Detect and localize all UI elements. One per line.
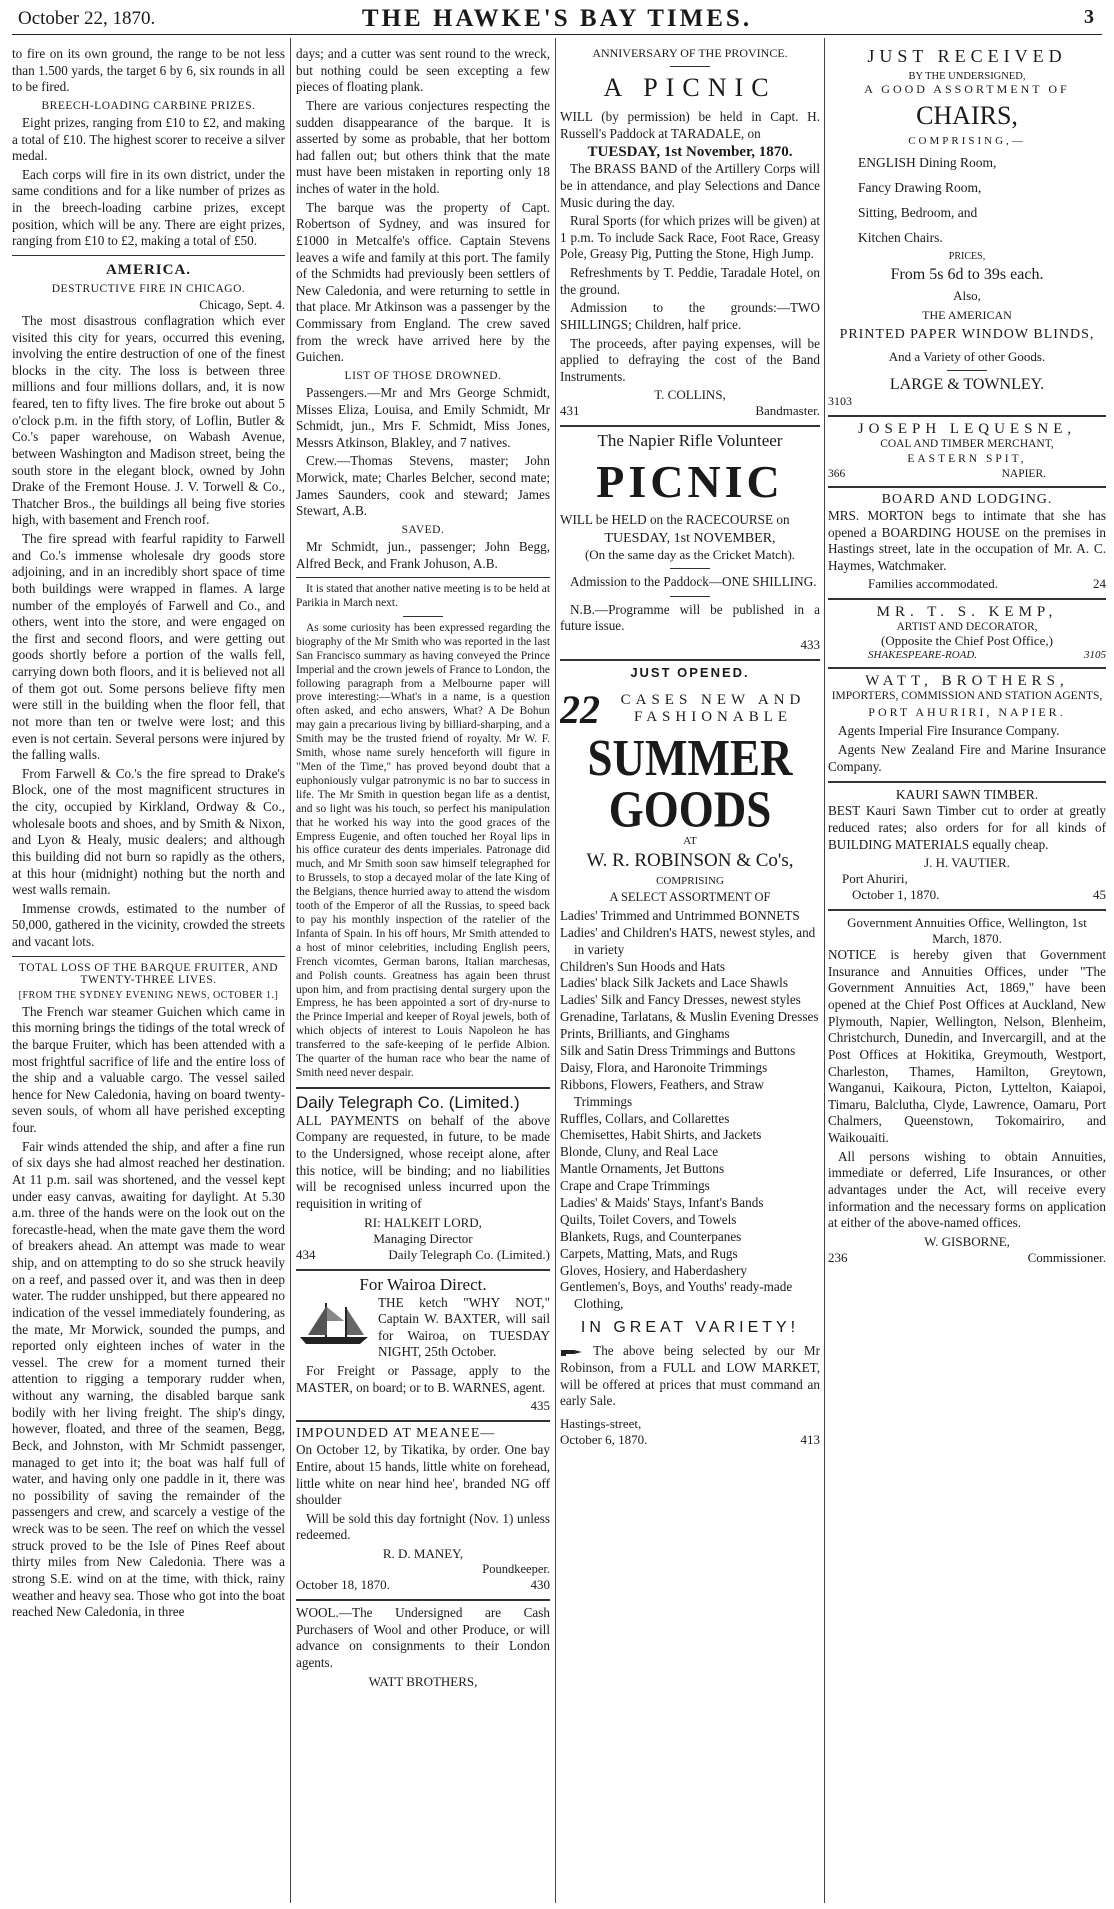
pointing-hand-icon bbox=[560, 1346, 584, 1358]
ad-body: Admission to the grounds:—TWO SHILLINGS; Children, half price. bbox=[560, 300, 820, 332]
ad-date: October 6, 1870. bbox=[560, 1431, 648, 1447]
ad-heading: WATT, BROTHERS, bbox=[865, 673, 1069, 690]
divider bbox=[12, 956, 285, 957]
cases-number: 22 bbox=[560, 686, 600, 732]
ad-body: Agents Imperial Fire Insurance Company. bbox=[838, 723, 1060, 739]
ad-body: Admission to the Paddock—ONE SHILLING. bbox=[570, 574, 817, 589]
source-line: [FROM THE SYDNEY EVENING NEWS, OCTOBER 1.] bbox=[18, 989, 279, 1001]
signature-role: Poundkeeper. bbox=[482, 1562, 550, 1577]
goods-item: Grenadine, Tarlatans, & Muslin Evening Dresses bbox=[560, 1009, 819, 1025]
merchant-name: LARGE & TOWNLEY. bbox=[889, 375, 1045, 393]
price-range: From 5s 6d to 39s each. bbox=[890, 265, 1044, 283]
column-rule bbox=[824, 38, 825, 1903]
ad-heading: IMPOUNDED AT MEANEE— bbox=[296, 1426, 496, 1442]
ad-heading: KAURI SAWN TIMBER. bbox=[895, 787, 1039, 803]
goods-item: Daisy, Flora, and Haronoite Trimmings bbox=[560, 1059, 768, 1075]
dateline: Chicago, Sept. 4. bbox=[199, 297, 285, 312]
paragraph: The most disastrous conflagration which ever visited this city for years, occurred this evening, involving the entire destruction of one of the finest blocks in the city. The loss is between three millions and four millions dollars, and, it is now feared, ten to fifty lives. The fire broke out about 5 o'clock p.m. in the fifth story, of Loflin, Butler & Co.'s paper warehouse, on Wabash Avenue, between Washington and Madison street, being the south store in the elegant block, owned by John Drake of the Fremont House. J. V. Torwell & Co., Thatcher Bros., the buildings all being five stories high, with basement and French roof. bbox=[12, 312, 285, 528]
ad-body: MRS. MORTON begs to intimate that she has opened a BOARDING HOUSE on the premises in Hastings street, late in the occupation of Mr. A. C. Haymes, Watchmaker. bbox=[828, 507, 1106, 573]
paragraph: From Farwell & Co.'s the fire spread to Drake's Block, one of the most magnificent structures in the city, occupied by Kirkland, Ordway & Co., wholesale boots and shoes, and by Smith & Nixon, and Lyon & Healy, music dealers; and although this building did not burn so rapidly as the others, at this hour (midnight) nothing but the north and west walls remain. bbox=[12, 765, 285, 898]
ad-connector: PRICES, bbox=[948, 250, 986, 262]
ad-note: (On the same day as the Cricket Match). bbox=[584, 547, 796, 562]
column-rule bbox=[555, 38, 556, 1903]
column-2 bbox=[296, 46, 550, 1901]
ad-number: 236 bbox=[828, 1249, 848, 1265]
merchant-name: W. R. ROBINSON & Co's, bbox=[586, 849, 794, 871]
column-rule bbox=[290, 38, 291, 1903]
ad-body: NOTICE is hereby given that Government Insurance and Annuities Offices, under "The Government Annuities Act, 1869," have been opened at the Chief Post Offices at Auckland, New Plymouth, Napier, Wellington, Nelson, Blenheim, Christchurch, Dunedin, and Invercargill, and at the Post Offices at Hokitika, Greymouth, Westport, Charleston, Thames, Hamilton, Greytown, Wanganui, Kaikoura, Picton, Lyttelton, Kaiapoi, Timaru, Balclutha, Clyde, Lawrence, Oamaru, Port Chalmers, Queenstown, Tokomairiro, and Waikouaiti. bbox=[828, 947, 1106, 1145]
ad-subheading: A SELECT ASSORTMENT OF bbox=[609, 889, 771, 904]
ad-rifle-picnic bbox=[560, 425, 820, 653]
signature: W. GISBORNE, bbox=[924, 1233, 1010, 1249]
goods-item: Ruffles, Collars, and Collarettes bbox=[560, 1110, 730, 1126]
goods-item: Quilts, Toilet Covers, and Towels bbox=[560, 1211, 737, 1227]
paragraph: The barque was the property of Capt. Robertson of Sydney, and was insured for £1000 in Metcalfe's office. Captain Stevens leaves a wife and family at this port. The family of the Schmidts had previously been settlers of New Caledonia, and were returning to settle in that place. Mr Atkinson was a passenger by the Commissary from England. The crew saved from the wreck have arrived here by the Guichen. bbox=[296, 199, 550, 365]
ad-number: 3105 bbox=[1084, 649, 1106, 662]
ad-body: On October 12, by Tikatika, by order. One bay Entire, about 15 hands, little white on forehead, little white on near hind hee', branded NG off shoulder bbox=[296, 1442, 550, 1508]
ad-date: October 18, 1870. bbox=[296, 1577, 390, 1593]
ad-heading: JUST RECEIVED bbox=[867, 46, 1067, 66]
goods-item: Blankets, Rugs, and Counterpanes bbox=[560, 1228, 742, 1244]
ad-body: WILL (by permission) be held in Capt. H. Russell's Paddock at TARADALE, on bbox=[560, 109, 820, 141]
ad-town: NAPIER. bbox=[1001, 467, 1046, 480]
signature: T. COLLINS, bbox=[654, 387, 726, 403]
ad-tagline: IN GREAT VARIETY! bbox=[580, 1319, 800, 1337]
issue-date: October 22, 1870. bbox=[18, 8, 156, 29]
ad-number: 435 bbox=[530, 1398, 550, 1414]
ad-body: The proceeds, after paying expenses, will be applied to defraying the cost of the Band Instruments. bbox=[560, 335, 820, 384]
ad-body: For Freight or Passage, apply to the MASTER, on board; or to B. WARNES, agent. bbox=[296, 1363, 550, 1395]
signature-role: Commissioner. bbox=[1027, 1249, 1106, 1265]
ad-number: 433 bbox=[800, 636, 820, 652]
ad-subheading: COAL AND TIMBER MERCHANT, bbox=[880, 437, 1054, 450]
ad-connector: COMPRISING,— bbox=[908, 135, 1026, 147]
goods-item: Ribbons, Flowers, Feathers, and Straw Trimmings bbox=[560, 1076, 765, 1109]
goods-item: Ladies' Silk and Fancy Dresses, newest styles bbox=[560, 992, 801, 1008]
ad-lequesne bbox=[828, 415, 1106, 480]
paragraph: Immense crowds, estimated to the number of 50,000, gathered in the vicinity, crowded the streets and vacant lots. bbox=[12, 900, 285, 949]
ad-connector: Also, bbox=[953, 287, 981, 303]
goods-item: Ladies' & Maids' Stays, Infant's Bands bbox=[560, 1195, 764, 1211]
goods-item: Silk and Satin Dress Trimmings and Buttons bbox=[560, 1043, 796, 1058]
paragraph: The fire spread with fearful rapidity to Farwell and Co.'s immense wholesale dry goods store adjoining, and in an incredibly short space of time both buildings were wrapped in flames. A large number of the employés of Farwell and Co., and others, went into the store, and were engaged on the first and second floors, and were getting out goods shortly before a portion of the walls fell, carrying down both floors, and it is believed not all of them got out. Some persons believe fifty men were still in the building when the floor fell, that not more than ten or twelve were lost; and this even is not certain. Several persons were injured by the falling walls. bbox=[12, 531, 285, 763]
paragraph: Crew.—Thomas Stevens, master; John Morwick, mate; Charles Belcher, second mate; James Saunders, cook and steward; James Stewart, A.B. bbox=[296, 453, 550, 519]
signature: R. D. MANEY, bbox=[382, 1546, 464, 1562]
ad-body: BEST Kauri Sawn Timber cut to order at greatly reduced rates; also orders for for all kinds of BUILDING MATERIALS equally cheap. bbox=[828, 803, 1106, 852]
ad-subheading: IMPORTERS, COMMISSION AND STATION AGENTS, bbox=[831, 690, 1103, 703]
ad-subheading: THE AMERICAN bbox=[922, 307, 1012, 322]
article-heading: DESTRUCTIVE FIRE IN CHICAGO. bbox=[51, 282, 246, 295]
ad-date: October 1, 1870. bbox=[852, 887, 940, 903]
goods-item: Mantle Ornaments, Jet Buttons bbox=[560, 1161, 725, 1177]
ship-icon bbox=[296, 1297, 372, 1347]
column-1 bbox=[12, 46, 285, 1901]
ad-street: SHAKESPEARE-ROAD. bbox=[868, 649, 978, 662]
paragraph: Eight prizes, ranging from £10 to £2, and making a total of £10. The highest scorer to receive a silver medal. bbox=[12, 114, 285, 164]
divider bbox=[296, 577, 550, 578]
ad-body: WILL be HELD on the RACECOURSE on bbox=[560, 512, 790, 528]
section-heading: AMERICA. bbox=[105, 261, 192, 278]
ad-body: All persons wishing to obtain Annuities, immediate or deferred, Life Insurances, or other advantages under the Act, will receive every information and the necessary forms on application at either of the above-named offices. bbox=[828, 1148, 1106, 1231]
chair-list bbox=[858, 151, 1106, 251]
ad-title: PICNIC bbox=[596, 456, 784, 508]
ad-number: 24 bbox=[1093, 576, 1106, 592]
ad-address: PORT AHURIRI, NAPIER. bbox=[868, 705, 1066, 720]
paragraph: There are various conjectures respecting the sudden disappearance of the barque. It is asserted by some as probable, that her bottom had fallen out; but others think that the mate must have been mistaken in reporting only 18 inches of water in the hold. bbox=[296, 97, 550, 196]
goods-item: Chemisettes, Habit Shirts, and Jackets bbox=[560, 1127, 762, 1143]
ad-number: 413 bbox=[800, 1431, 820, 1447]
ad-subheading: CASES NEW AND FASHIONABLE bbox=[620, 692, 806, 726]
signature-role: Bandmaster. bbox=[755, 403, 820, 419]
ad-number: 434 bbox=[296, 1246, 316, 1262]
divider bbox=[947, 370, 987, 371]
paragraph: The French war steamer Guichen which came in this morning brings the tidings of the total wreck of the barque Fruiter, which has been attended with a most frightful sacrifice of life and the entire loss of the ship and a valuable cargo. The vessel sailed hence for New Caledonia, having on board twenty-seven souls, of whom all have perished excepting four. bbox=[12, 1003, 285, 1135]
ad-anniversary-picnic bbox=[560, 46, 820, 419]
divider bbox=[670, 66, 710, 67]
signature: WATT BROTHERS, bbox=[368, 1673, 478, 1689]
ad-address: EASTERN SPIT, bbox=[907, 452, 1027, 465]
ad-kauri bbox=[828, 781, 1106, 903]
ad-connector: AT bbox=[683, 834, 697, 847]
article-heading: TOTAL LOSS OF THE BARQUE FRUITER, AND TWENTY-THREE LIVES. bbox=[18, 961, 279, 986]
paragraph: As some curiosity has been expressed regarding the biography of the Mr Smith who was reported in the last San Francisco summary as having conveyed the Prince Imperial and the crown jewels of France to London, the following paragraph from a Melbourne paper will prove interesting:—What's in a name, is a question often asked, and echo answers, What? A De Bohun may gain a precarious living by billiard-sharping, and a Smith may be the trusted friend of royalty. Mr W. F. Smith, whose name surely henceforth will figure in "Men of the Time," has proved beyond doubt that a euphoniously vulgar patronymic is no bar to success in life. The Mr Smith in question began life as a dentist, and so light was his touch, so perfect his manipulation that he worked his way into the good graces of the Empress Eugenie, and often touched her Royal lips in his office curateur des dents imperiales. Patronage did much, and Mr Smith soon saw himself telegraphed for to Brussels, to stop a decayed molar of the late King of the Belgians, thence hurried away to attend the wisdom tooth of the Emperor of all the Russias, to speed back to pay his monthly inspection of the ratelier of the Infanta of Spain. In his off hours, Mr Smith attended to a host of minor celebrities, including English peers, French vicomtes, German barons, Italian marchesas, and Polish counts. Greatness has again been thrust upon him, and from practising dental surgery upon the Empress, he has been appointed a sort of dry-nurse to the Prince Imperial and keeper of Royal jewels, both of which objects of interest to Louis Napoleon he has transferred to the safe-keeping of le perfide Albion. The quarter of the human race who bear the name of Smith need never despair. bbox=[296, 621, 550, 1079]
masthead bbox=[12, 0, 1102, 35]
ad-body: Agents New Zealand Fire and Marine Insurance Company. bbox=[828, 742, 1106, 774]
ad-heading: Government Annuities Office, Wellington, 1st March, 1870. bbox=[847, 915, 1087, 947]
event-date: TUESDAY, 1st November, 1870. bbox=[587, 144, 793, 161]
goods-item: Gloves, Hosiery, and Haberdashery bbox=[560, 1262, 748, 1278]
goods-item: Blonde, Cluny, and Real Lace bbox=[560, 1144, 719, 1160]
ad-body: The BRASS BAND of the Artillery Corps will be in attendance, and play Selections and Dance Music during the day. bbox=[560, 161, 820, 210]
column-3 bbox=[560, 46, 820, 1901]
ad-wairoa bbox=[296, 1269, 550, 1415]
ad-watt-brothers bbox=[828, 667, 1106, 775]
ad-kicker: ANNIVERSARY OF THE PROVINCE. bbox=[592, 46, 788, 60]
ad-subheading: A GOOD ASSORTMENT OF bbox=[864, 82, 1070, 96]
paragraph: It is stated that another native meeting is to be held at Parikia in March next. bbox=[296, 583, 550, 610]
ad-body: Refreshments by T. Peddie, Taradale Hotel, on the ground. bbox=[560, 265, 820, 297]
page-number: 3 bbox=[1084, 6, 1094, 28]
ad-impounded bbox=[296, 1420, 550, 1593]
goods-item: Carpets, Matting, Mats, and Rugs bbox=[560, 1245, 738, 1261]
ad-body: THE ketch "WHY NOT," Captain W. BAXTER, will sail for Wairoa, on TUESDAY NIGHT, 25th October. bbox=[378, 1294, 550, 1360]
chair-item: ENGLISH Dining Room, bbox=[858, 155, 997, 170]
ad-board-lodging bbox=[828, 486, 1106, 593]
ad-title: SUMMER GOODS bbox=[587, 728, 793, 838]
goods-item: Crape and Crape Trimmings bbox=[560, 1178, 710, 1194]
ad-kemp bbox=[828, 598, 1106, 661]
paragraph: Passengers.—Mr and Mrs George Schmidt, Misses Eliza, Louisa, and Emily Schmidt, Mr Schmidt, jun., Mrs F. Schmidt, Miss Jones, Messrs Atkinson, Blakley, and 7 natives. bbox=[296, 384, 550, 450]
ad-body: Will be sold this day fortnight (Nov. 1) unless redeemed. bbox=[296, 1510, 550, 1543]
ad-address: Hastings-street, bbox=[560, 1415, 642, 1431]
signature-role: Managing Director bbox=[373, 1230, 473, 1246]
ad-wool bbox=[296, 1599, 550, 1690]
goods-item: Prints, Brilliants, and Ginghams bbox=[560, 1026, 730, 1042]
ad-kicker: JUST OPENED. bbox=[630, 664, 750, 680]
goods-item: Gentlemen's, Boys, and Youths' ready-made Clothing, bbox=[560, 1279, 793, 1312]
ad-connector: COMPRISING bbox=[656, 874, 724, 887]
product-name: PRINTED PAPER WINDOW BLINDS, bbox=[839, 326, 1095, 342]
ad-kicker: BY THE UNDERSIGNED, bbox=[908, 71, 1026, 82]
ad-title: CHAIRS, bbox=[916, 101, 1018, 130]
ad-number: 45 bbox=[1093, 887, 1106, 903]
section-heading: SAVED. bbox=[401, 523, 445, 536]
ad-heading: For Wairoa Direct. bbox=[359, 1274, 487, 1294]
ad-number: 366 bbox=[828, 467, 846, 480]
newspaper-title: THE HAWKE'S BAY TIMES. bbox=[361, 5, 753, 32]
signature: J. H. VAUTIER. bbox=[924, 855, 1010, 871]
goods-list bbox=[560, 908, 820, 1313]
ad-body: And a Variety of other Goods. bbox=[888, 348, 1046, 364]
ad-chairs bbox=[828, 46, 1106, 409]
ad-number: 430 bbox=[530, 1577, 550, 1593]
ad-number: 431 bbox=[560, 403, 580, 419]
ad-body bbox=[560, 1343, 820, 1410]
column-4 bbox=[828, 46, 1106, 1901]
chair-item: Kitchen Chairs. bbox=[858, 229, 943, 245]
ad-government-annuities bbox=[828, 909, 1106, 1266]
ad-body: ALL PAYMENTS on behalf of the above Company are requested, in future, to be made to the Undersigned, whose receipt alone, after this notice, will be binding; and no liabilities will be recognised unless incurred upon the requisition in writing of bbox=[296, 1112, 550, 1211]
ad-body: WOOL.—The Undersigned are Cash Purchasers of Wool and other Produce, or will advance on consignments to their London agents. bbox=[296, 1605, 550, 1670]
paragraph: Each corps will fire in its own district, under the same conditions and for a like number of prizes as in the breech-loading carbine prizes, except position, which will be any. There are eight prizes, ranging from £10 to £2, making a total of £50. bbox=[12, 166, 285, 249]
section-heading: BREECH-LOADING CARBINE PRIZES. bbox=[41, 99, 256, 112]
paragraph: to fire on its own ground, the range to be not less than 1.500 yards, the target 6 by 6, six rounds in all to be fired. bbox=[12, 46, 285, 95]
paragraph: days; and a cutter was sent round to the wreck, but nothing could be seen excepting a few pieces of floating plank. bbox=[296, 46, 550, 95]
ad-heading: A PICNIC bbox=[603, 73, 777, 102]
ad-subheading: ARTIST AND DECORATOR, bbox=[896, 621, 1038, 634]
chair-item: Sitting, Bedroom, and bbox=[858, 204, 978, 220]
paragraph: Mr Schmidt, jun., passenger; John Begg, Alfred Beck, and Frank Johuson, A.B. bbox=[296, 538, 550, 571]
goods-item: Ladies' black Silk Jackets and Lace Shawls bbox=[560, 975, 788, 991]
ad-heading: MR. T. S. KEMP, bbox=[876, 604, 1058, 621]
ad-address: Port Ahuriri, bbox=[842, 871, 908, 887]
paragraph: Fair winds attended the ship, and after a fine run of six days she had almost reached her destination. At 11 p.m. sail was shortened, and the vessel kept under easy canvas, awaiting for daylight. At 5.30 a.m. three of the hands were on the look out on the forecastle-head, when the mate gave them the word of breakers ahead. An attempt was made to wear ship, and on attempting to do so she struck heavily on a reef, and passed over it, and was then in deep water. The rudder unshipped, but there appeared no indication of the vessel immediately foundering, as the mate, Mr Morwick, sounded the pumps, and reported only eighteen inches of water in the vessel. The crew for a moment turned their attention to rigging a temporary rudder when, without any warning, the disabled barque sank bodily with her living freight. The ship's dingy, however, floated, and three of the seamen, Begg, Beck, and Johnston, with Mr Schmidt passenger, managed to get into it; the boat was half full of water, and having only one paddle in it, there was no possibility of saving the remainder of the passengers and crew, and scarcely a vestige of the wreck was to be seen. The reef on which the vessel struck proved to be the Isle of Pines Reef about thirty miles from New Caledonia. There was a strong S.E. wind on at the time, with thick, rainy weather and heavy sea. Those who got into the boat reached New Caledonia, in three bbox=[12, 1138, 285, 1620]
ad-heading: Daily Telegraph Co. (Limited.) bbox=[296, 1092, 520, 1112]
ad-daily-telegraph bbox=[296, 1087, 550, 1263]
goods-item: Ladies' Trimmed and Untrimmed BONNETS bbox=[560, 907, 800, 923]
ad-body: Rural Sports (for which prizes will be given) at 1 p.m. To include Sack Race, Foot Race, Greasy Pole, Greasy Pig, Putting the Stone, High Jump. bbox=[560, 213, 820, 262]
divider bbox=[670, 568, 710, 569]
chair-item: Fancy Drawing Room, bbox=[858, 179, 982, 195]
ad-heading: The Napier Rifle Volunteer bbox=[597, 431, 783, 451]
signature: RI: HALKEIT LORD, bbox=[364, 1214, 482, 1230]
ad-body-text: The above being selected by our Mr Robinson, from a FULL and LOW MARKET, will be offered at prices that must command an early Sale. bbox=[560, 1343, 820, 1409]
goods-item: Ladies' and Children's HATS, newest styles, and in variety bbox=[560, 924, 816, 957]
goods-item: Children's Sun Hoods and Hats bbox=[560, 958, 726, 974]
company-name: Daily Telegraph Co. (Limited.) bbox=[388, 1246, 550, 1262]
section-heading: LIST OF THOSE DROWNED. bbox=[344, 369, 502, 382]
ad-heading: JOSEPH LEQUESNE, bbox=[857, 420, 1077, 437]
ad-heading: BOARD AND LODGING. bbox=[881, 491, 1053, 507]
ad-note: Families accommodated. bbox=[868, 576, 998, 592]
event-date: TUESDAY, 1st NOVEMBER, bbox=[604, 531, 776, 546]
ad-number: 3103 bbox=[828, 393, 852, 408]
divider bbox=[403, 616, 443, 617]
ad-summer-goods bbox=[560, 659, 820, 1448]
divider bbox=[670, 596, 710, 597]
divider bbox=[12, 255, 285, 256]
ad-address: (Opposite the Chief Post Office,) bbox=[881, 633, 1053, 649]
ad-body: N.B.—Programme will be published in a future issue. bbox=[560, 601, 820, 634]
